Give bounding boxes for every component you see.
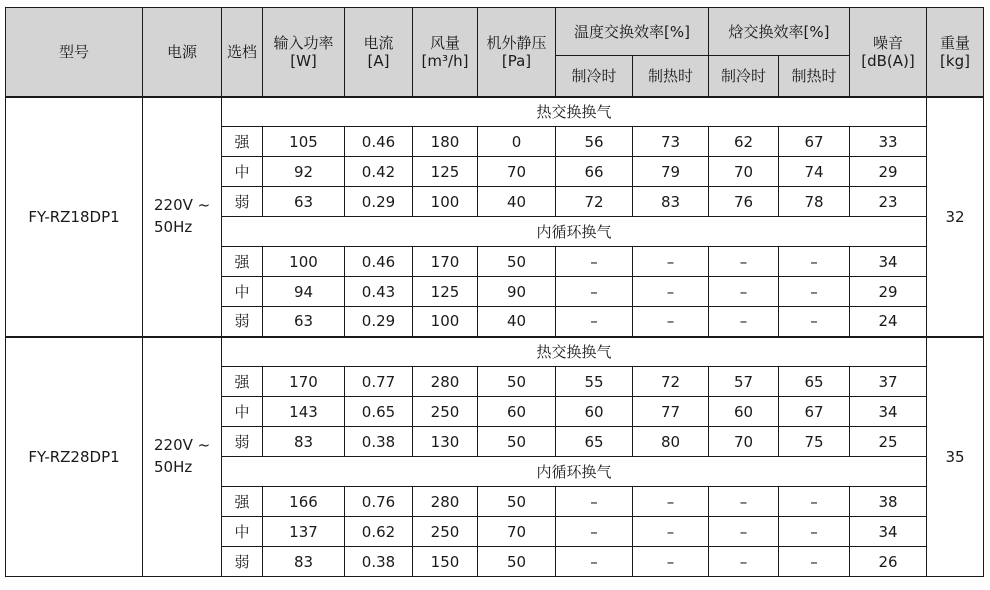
- value-cell: –: [633, 307, 709, 337]
- value-cell: 280: [413, 487, 478, 517]
- value-cell: 100: [413, 187, 478, 217]
- power-supply: 220V ~ 50Hz: [143, 337, 222, 577]
- header-noise-label: 噪音: [872, 33, 903, 52]
- value-cell: 250: [413, 397, 478, 427]
- value-cell: 74: [779, 157, 850, 187]
- value-cell: 125: [413, 277, 478, 307]
- header-enthalpy-efficiency: 焓交换效率[%]: [709, 8, 850, 56]
- value-cell: –: [779, 307, 850, 337]
- value-cell: 83: [263, 547, 345, 577]
- header-noise: [850, 8, 927, 97]
- header-static-pressure-label: 机外静压: [486, 33, 547, 52]
- value-cell: 60: [556, 397, 633, 427]
- header-enthalpy-cooling: 制冷时: [709, 56, 779, 97]
- value-cell: 0.38: [345, 427, 413, 457]
- value-cell: 66: [556, 157, 633, 187]
- value-cell: 50: [478, 247, 556, 277]
- header-airflow: [413, 8, 478, 97]
- value-cell: 50: [478, 427, 556, 457]
- gear-cell: 弱: [222, 187, 263, 217]
- header-enthalpy-heating: 制热时: [779, 56, 850, 97]
- value-cell: 24: [850, 307, 927, 337]
- value-cell: 0.43: [345, 277, 413, 307]
- value-cell: 92: [263, 157, 345, 187]
- gear-cell: 中: [222, 517, 263, 547]
- header-current: [345, 8, 413, 97]
- table-header: [6, 8, 984, 97]
- gear-cell: 强: [222, 487, 263, 517]
- value-cell: 23: [850, 187, 927, 217]
- value-cell: 38: [850, 487, 927, 517]
- gear-cell: 强: [222, 367, 263, 397]
- value-cell: 50: [478, 367, 556, 397]
- value-cell: 70: [478, 517, 556, 547]
- value-cell: 0.42: [345, 157, 413, 187]
- value-cell: 76: [709, 187, 779, 217]
- gear-cell: 弱: [222, 427, 263, 457]
- value-cell: 70: [478, 157, 556, 187]
- value-cell: –: [779, 277, 850, 307]
- value-cell: 0.29: [345, 187, 413, 217]
- value-cell: 29: [850, 157, 927, 187]
- gear-cell: 中: [222, 397, 263, 427]
- value-cell: 180: [413, 127, 478, 157]
- value-cell: –: [556, 487, 633, 517]
- value-cell: 105: [263, 127, 345, 157]
- value-cell: 79: [633, 157, 709, 187]
- value-cell: 0.46: [345, 127, 413, 157]
- value-cell: 90: [478, 277, 556, 307]
- header-static-pressure-unit: [Pa]: [501, 51, 532, 70]
- value-cell: 26: [850, 547, 927, 577]
- mode-row: [6, 337, 984, 367]
- header-temp-heating: 制热时: [633, 56, 709, 97]
- value-cell: 65: [556, 427, 633, 457]
- value-cell: 130: [413, 427, 478, 457]
- value-cell: –: [556, 247, 633, 277]
- value-cell: 83: [633, 187, 709, 217]
- value-cell: –: [633, 487, 709, 517]
- value-cell: 170: [263, 367, 345, 397]
- spec-table: [5, 7, 984, 577]
- value-cell: –: [709, 487, 779, 517]
- mode-label: 内循环换气: [222, 217, 927, 247]
- header-power: 电源: [143, 8, 222, 97]
- value-cell: 67: [779, 127, 850, 157]
- value-cell: –: [709, 247, 779, 277]
- value-cell: 60: [478, 397, 556, 427]
- header-current-label: 电流: [363, 33, 394, 52]
- gear-cell: 弱: [222, 307, 263, 337]
- value-cell: 137: [263, 517, 345, 547]
- value-cell: –: [709, 517, 779, 547]
- header-temp-cooling: 制冷时: [556, 56, 633, 97]
- header-noise-unit: [dB(A)]: [861, 51, 915, 70]
- value-cell: 37: [850, 367, 927, 397]
- gear-cell: 强: [222, 127, 263, 157]
- value-cell: 72: [556, 187, 633, 217]
- gear-cell: 中: [222, 157, 263, 187]
- value-cell: 72: [633, 367, 709, 397]
- value-cell: 78: [779, 187, 850, 217]
- value-cell: 0: [478, 127, 556, 157]
- gear-cell: 强: [222, 247, 263, 277]
- value-cell: 63: [263, 307, 345, 337]
- value-cell: 77: [633, 397, 709, 427]
- value-cell: 60: [709, 397, 779, 427]
- value-cell: 70: [709, 427, 779, 457]
- value-cell: –: [556, 307, 633, 337]
- value-cell: 65: [779, 367, 850, 397]
- gear-cell: 弱: [222, 547, 263, 577]
- value-cell: 83: [263, 427, 345, 457]
- value-cell: 170: [413, 247, 478, 277]
- value-cell: 63: [263, 187, 345, 217]
- gear-cell: 中: [222, 277, 263, 307]
- value-cell: –: [779, 487, 850, 517]
- header-airflow-unit: [m³/h]: [421, 51, 469, 70]
- mode-row: [6, 97, 984, 127]
- value-cell: 70: [709, 157, 779, 187]
- model-block: [6, 97, 984, 337]
- value-cell: 0.77: [345, 367, 413, 397]
- header-input-power-unit: [W]: [290, 51, 317, 70]
- mode-label: 内循环换气: [222, 457, 927, 487]
- value-cell: –: [556, 517, 633, 547]
- value-cell: 25: [850, 427, 927, 457]
- power-supply: 220V ~ 50Hz: [143, 97, 222, 337]
- value-cell: 143: [263, 397, 345, 427]
- value-cell: 34: [850, 247, 927, 277]
- header-airflow-label: 风量: [429, 33, 460, 52]
- value-cell: 67: [779, 397, 850, 427]
- value-cell: 150: [413, 547, 478, 577]
- value-cell: 0.46: [345, 247, 413, 277]
- value-cell: 50: [478, 487, 556, 517]
- value-cell: –: [556, 547, 633, 577]
- value-cell: 0.76: [345, 487, 413, 517]
- header-weight-label: 重量: [939, 33, 970, 52]
- mode-label: 热交换换气: [222, 337, 927, 367]
- header-current-unit: [A]: [367, 51, 390, 70]
- header-gear: 选档: [222, 8, 263, 97]
- value-cell: 75: [779, 427, 850, 457]
- value-cell: 0.29: [345, 307, 413, 337]
- value-cell: –: [633, 247, 709, 277]
- weight-value: 35: [927, 337, 984, 577]
- header-input-power-label: 输入功率: [273, 33, 334, 52]
- value-cell: 166: [263, 487, 345, 517]
- value-cell: 40: [478, 307, 556, 337]
- value-cell: 0.65: [345, 397, 413, 427]
- value-cell: 50: [478, 547, 556, 577]
- header-weight-unit: [kg]: [940, 51, 970, 70]
- value-cell: 33: [850, 127, 927, 157]
- value-cell: –: [779, 517, 850, 547]
- value-cell: 280: [413, 367, 478, 397]
- value-cell: 73: [633, 127, 709, 157]
- value-cell: –: [709, 307, 779, 337]
- model-block: [6, 337, 984, 577]
- value-cell: –: [633, 517, 709, 547]
- value-cell: 0.38: [345, 547, 413, 577]
- mode-label: 热交换换气: [222, 97, 927, 127]
- value-cell: 100: [263, 247, 345, 277]
- value-cell: 34: [850, 517, 927, 547]
- header-input-power: [263, 8, 345, 97]
- value-cell: 29: [850, 277, 927, 307]
- value-cell: –: [633, 547, 709, 577]
- header-model: 型号: [6, 8, 143, 97]
- value-cell: 0.62: [345, 517, 413, 547]
- value-cell: –: [556, 277, 633, 307]
- value-cell: 125: [413, 157, 478, 187]
- value-cell: 80: [633, 427, 709, 457]
- value-cell: 57: [709, 367, 779, 397]
- header-weight: [927, 8, 984, 97]
- header-temp-efficiency: 温度交换效率[%]: [556, 8, 709, 56]
- value-cell: –: [779, 547, 850, 577]
- value-cell: 34: [850, 397, 927, 427]
- weight-value: 32: [927, 97, 984, 337]
- value-cell: –: [779, 247, 850, 277]
- value-cell: –: [633, 277, 709, 307]
- value-cell: 100: [413, 307, 478, 337]
- model-name: FY-RZ18DP1: [6, 97, 143, 337]
- value-cell: 40: [478, 187, 556, 217]
- value-cell: 56: [556, 127, 633, 157]
- header-static-pressure: [478, 8, 556, 97]
- value-cell: 55: [556, 367, 633, 397]
- value-cell: –: [709, 277, 779, 307]
- model-name: FY-RZ28DP1: [6, 337, 143, 577]
- value-cell: 94: [263, 277, 345, 307]
- value-cell: 62: [709, 127, 779, 157]
- value-cell: 250: [413, 517, 478, 547]
- value-cell: –: [709, 547, 779, 577]
